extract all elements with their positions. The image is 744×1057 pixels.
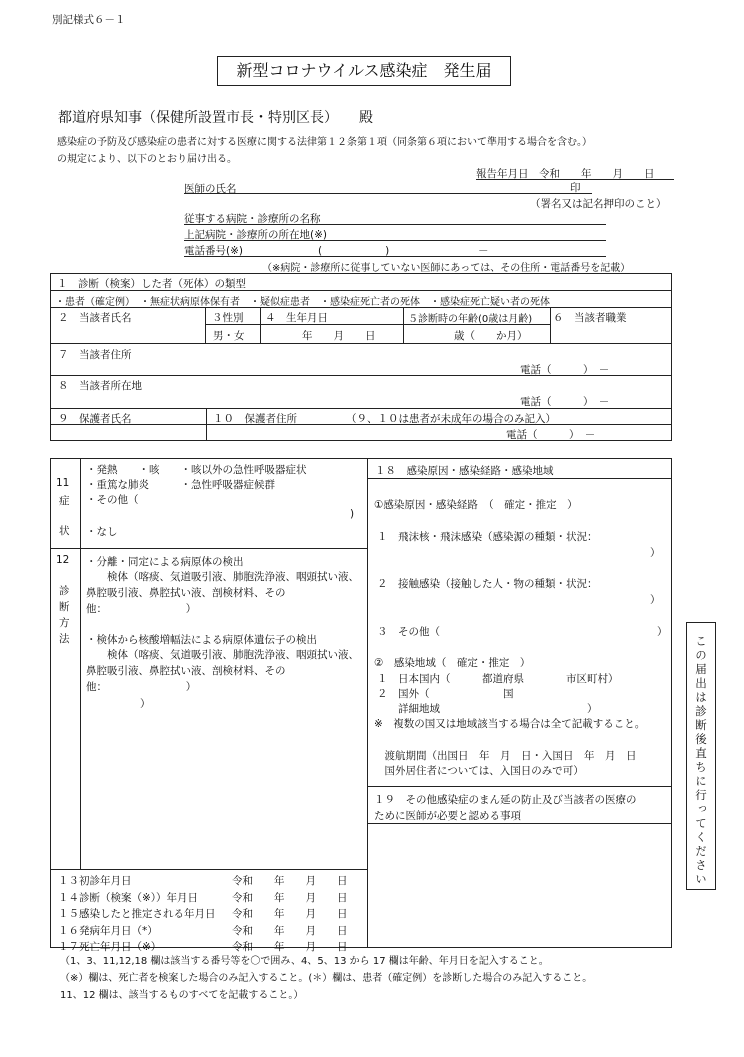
col-divider: [260, 307, 261, 343]
s7-phone[interactable]: 電話（ ） －: [520, 364, 610, 376]
s18-travel-period[interactable]: 渡航期間（出国日 年 月 日・入国日 年 月 日: [374, 750, 637, 762]
doctor-name-field[interactable]: [184, 193, 592, 194]
s12-label-char: 断: [59, 601, 70, 613]
row-divider: [50, 869, 367, 870]
date-row-value[interactable]: 令和 年 月 日: [232, 891, 348, 904]
s18-header: １８ 感染原因・感染経路・感染地域: [375, 465, 554, 477]
date-row-label: １５感染したと推定される年月日: [58, 908, 216, 920]
row-divider: [367, 786, 672, 787]
date-row-label: １３初診年月日: [58, 875, 132, 887]
row-divider: [50, 343, 672, 344]
date-row-label: １６発病年月日（*）: [58, 924, 158, 937]
s11-other-close: ): [350, 508, 355, 520]
row-divider: [367, 478, 672, 479]
s11-label-num: 11: [56, 477, 70, 489]
s10-note: （９、１０は患者が未成年の場合のみ記入）: [346, 413, 556, 425]
s18-route-1[interactable]: １ 飛沫核・飛沫感染（感染源の種類・状況：: [377, 531, 598, 543]
row-divider: [50, 548, 367, 549]
s11-symptom-none[interactable]: ・なし: [86, 526, 118, 538]
hospital-address-field[interactable]: [184, 240, 606, 241]
s18-travel-note: 国外居住者については、入国日のみで可）: [374, 765, 584, 777]
s19-line-2: ために医師が必要と認める事項: [374, 810, 521, 822]
vertical-note: この届出は診断後直ちに行ってください: [686, 622, 716, 890]
col-divider: [403, 307, 404, 343]
s10-phone[interactable]: 電話（ ） －: [506, 429, 596, 441]
s18-area-domestic[interactable]: １ 日本国内（ 都道府県 市区町村）: [377, 673, 619, 685]
phone-label: 電話番号(※): [184, 245, 243, 257]
s12-method-b-text: 検体（喀痰、気道吸引液、肺胞洗浄液、咽頭拭い液、鼻腔吸引液、鼻腔拭い液、剖検材料、その他： ）: [86, 649, 359, 693]
hospital-name-label: 従事する病院・診療所の名称: [184, 213, 321, 225]
row-divider: [50, 424, 672, 425]
s11-symptom-line-1[interactable]: ・発熱 ・咳 ・咳以外の急性呼吸器症状: [86, 464, 307, 476]
s12-method-a-title[interactable]: ・分離・同定による病原体の検出: [86, 556, 244, 568]
row-divider: [50, 375, 672, 376]
doctor-name-label: 医師の氏名: [184, 183, 237, 195]
s18-route-2[interactable]: ２ 接触感染（接触した人・物の種類・状況：: [377, 578, 598, 590]
phone-dash: －: [478, 245, 489, 257]
s1-header: １ 診断（検案）した者（死体）の類型: [57, 278, 246, 290]
date-row-value[interactable]: 令和 年 月 日: [232, 908, 348, 920]
s3-sex-label: ３性別: [212, 312, 244, 324]
s19-line-1: １９ その他感染症のまん延の防止及び当該者の医療の: [374, 794, 637, 806]
s18-route-1-close: ）: [650, 547, 661, 559]
s18-route-3-close: ）: [657, 626, 668, 638]
footnote: （1、3、11,12,18 欄は該当する番号等を〇で囲み、4、5、13 から 17 欄は年齢、年月日を記入すること。: [60, 956, 549, 967]
col-divider: [80, 458, 81, 869]
s9-guardian-label: ９ 保護者氏名: [58, 413, 132, 425]
col-divider: [205, 307, 206, 343]
s11-symptom-line-2[interactable]: ・重篤な肺炎 ・急性呼吸器症候群: [86, 479, 275, 491]
row-divider: [205, 324, 550, 325]
date-row-value[interactable]: 令和 年 月 日: [232, 924, 348, 937]
s12-method-b-title[interactable]: ・検体から核酸増幅法による病原体遺伝子の検出: [86, 634, 317, 646]
date-row-value[interactable]: 令和 年 月 日: [232, 875, 348, 887]
s11-label-char: 状: [59, 525, 70, 537]
dob-value[interactable]: 年 月 日: [302, 330, 376, 342]
hospital-name-field[interactable]: [184, 224, 606, 225]
s12-label-char: 診: [59, 585, 70, 597]
s19-input-area[interactable]: [368, 824, 671, 947]
s18-route-3[interactable]: ３ その他（: [377, 626, 440, 638]
intro-line-2: の規定により、以下のとおり届け出る。: [57, 154, 237, 165]
date-row-label: １７死亡年月日（※）: [58, 941, 162, 953]
s18-area-abroad[interactable]: ２ 国外（ 国: [377, 688, 514, 700]
s12-label-num: 12: [56, 554, 70, 566]
hospital-note: （※病院・診療所に従事していない医師にあっては、その住所・電話番号を記載）: [262, 263, 631, 274]
s8-phone[interactable]: 電話（ ） －: [520, 396, 610, 408]
s18-note: ※ 複数の国又は地域該当する場合は全て記載すること。: [374, 718, 646, 730]
date-row-label: １４診断（検案（※））年月日: [58, 891, 199, 904]
s18-route-2-close: ）: [650, 594, 661, 606]
s12-label-char: 方: [59, 617, 70, 629]
row-divider: [50, 307, 672, 308]
phone-field[interactable]: [184, 256, 606, 257]
row-divider: [50, 408, 672, 409]
s12-label-char: 法: [59, 633, 70, 645]
addressee: 都道府県知事（保健所設置市長・特別区長） 殿: [58, 110, 373, 126]
s18-route-title[interactable]: ①感染原因・感染経路 （ 確定・推定 ）: [374, 499, 578, 511]
sex-options[interactable]: 男・女: [213, 330, 245, 342]
seal-mark: 印: [570, 182, 581, 194]
s4-dob-label: ４ 生年月日: [265, 312, 328, 324]
s8-location-label: ８ 当該者所在地: [58, 380, 142, 392]
s12-method-b-close: ）: [140, 698, 151, 710]
s10-guardian-address-label: １０ 保護者住所: [213, 413, 297, 425]
s6-job-label: ６ 当該者職業: [553, 312, 627, 324]
intro-line-1: 感染症の予防及び感染症の患者に対する医療に関する法律第１２条第１項（同条第６項において準用する場合を含む。）: [57, 137, 592, 148]
hospital-address-label: 上記病院・診療所の所在地(※): [184, 229, 327, 241]
s11-label-char: 症: [59, 495, 70, 507]
footnote: （※）欄は、死亡者を検案した場合のみ記入すること。(＊）欄は、患者（確定例）を診断した場合のみ記入すること。: [60, 973, 593, 984]
footnote: 11、12 欄は、該当するものすべてを記載すること。）: [60, 990, 304, 1001]
col-divider: [550, 307, 551, 343]
row-divider: [50, 290, 672, 291]
s5-age-label: ５診断時の年齢(0歳は月齢): [408, 314, 533, 325]
s11-symptom-other[interactable]: ・その他（: [86, 494, 139, 506]
s12-method-a-text: 検体（喀痰、気道吸引液、肺胞洗浄液、咽頭拭い液、鼻腔吸引液、鼻腔拭い液、剖検材料、その他： ）: [86, 571, 359, 615]
form-code: 別記様式６－１: [52, 14, 126, 26]
signature-note: （署名又は記名押印のこと）: [530, 198, 667, 210]
age-value[interactable]: 歳（ か月）: [454, 330, 528, 342]
report-date[interactable]: 報告年月日 令和 年 月 日: [476, 168, 655, 180]
phone-area-code: ( ): [318, 245, 390, 257]
page-title: 新型コロナウイルス感染症 発生届: [217, 56, 511, 86]
s7-address-label: ７ 当該者住所: [58, 349, 132, 361]
s2-name-label: ２ 当該者氏名: [58, 312, 132, 324]
s1-types[interactable]: ・患者（確定例） ・無症状病原体保有者 ・疑似症患者 ・感染症死亡者の死体 ・感染症死亡疑い者の死体: [55, 297, 550, 308]
s18-area-detail[interactable]: 詳細地域 ）: [377, 703, 598, 715]
date-row-value[interactable]: 令和 年 月 日: [232, 941, 348, 953]
s18-area-title[interactable]: ② 感染地域（ 確定・推定 ）: [374, 657, 531, 669]
